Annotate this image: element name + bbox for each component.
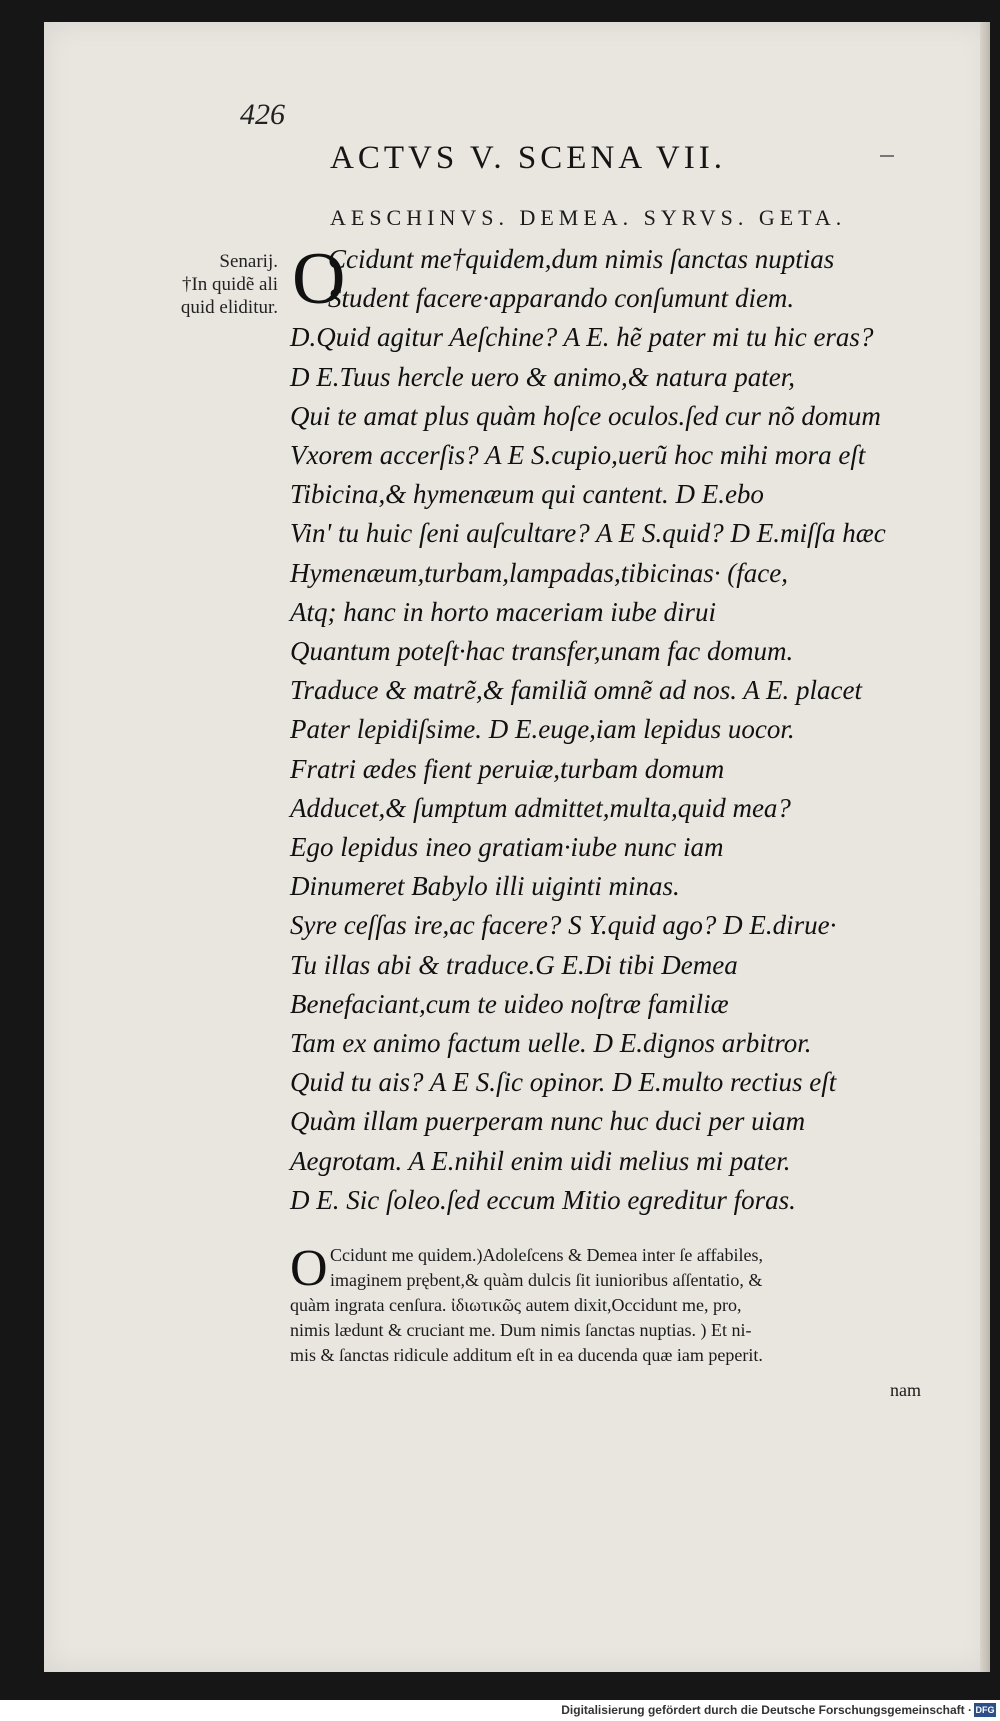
verse-line: Tibicina,& hymenæum qui cantent. D E.ebo — [290, 479, 764, 510]
verse-line: Aegrotam. A E.nihil enim uidi melius mi pater. — [290, 1145, 791, 1176]
verse-line: Tu illas abi & traduce.G E.Di tibi Demea — [290, 949, 738, 980]
dfg-logo-icon: DFG — [975, 1705, 995, 1715]
verse-line: Adducet,& ſumptum admittet,multa,quid mea? — [290, 792, 791, 823]
verse-line: Qui te amat plus quàm hoſce oculos.ſed cur nõ domum — [290, 400, 881, 431]
catchword: nam — [890, 1380, 921, 1400]
margin-note: quid eliditur. — [180, 297, 278, 318]
verse-line: Quantum poteſt∙hac transfer,unam fac domum. — [290, 636, 794, 667]
commentary-line: nimis lædunt & cruciant me. Dum nimis ſanctas nuptias. ) Et ni- — [290, 1320, 752, 1340]
verse-line: D.Quid agitur Aeſchine? A E. hẽ pater mi tu hic eras? — [290, 322, 874, 353]
verse-line: Traduce & matrẽ,& familiã omnẽ ad nos. A E. placet — [290, 675, 862, 706]
margin-note: Senarij. — [219, 251, 278, 272]
margin-note: †In quidẽ ali — [181, 274, 278, 295]
ornament-mark — [880, 155, 894, 157]
verse-line: Pater lepidiſsime. D E.euge,iam lepidus uocor. — [290, 714, 795, 745]
verse-line: Quàm illam puerperam nunc huc duci per uiam — [290, 1106, 806, 1137]
commentary-dropcap: O — [290, 1240, 328, 1297]
page-number: 426 — [240, 98, 285, 131]
verse-line: Vxorem accerſis? A E S.cupio,uerũ hoc mihi mora eſt — [290, 440, 866, 471]
commentary-line: mis & ſanctas ridicule additum eſt in ea ducenda quæ iam peperit. — [290, 1345, 763, 1365]
funding-credit: Digitalisierung gefördert durch die Deutsche Forschungsgemeinschaft · — [561, 1703, 972, 1717]
page-edge — [980, 22, 990, 1672]
verse-line: D E.Tuus hercle uero & animo,& natura pater, — [290, 361, 795, 392]
verse-line: Benefaciant,cum te uideo noſtræ familiæ — [290, 988, 729, 1019]
verse-line: Ego lepidus ineo gratiam∙iube nunc iam — [290, 832, 724, 863]
commentary-line: imaginem prębent,& quàm dulcis ſit iunioribus aſſentatio, & — [330, 1270, 763, 1290]
verse-line: Atq; hanc in horto maceriam iube dirui — [290, 596, 716, 627]
verse-line: Hymenæum,turbam,lampadas,tibicinas∙ (face, — [290, 557, 788, 588]
verse-line: Vin' tu huic ſeni auſcultare? A E S.quid? D E.miſſa hæc — [290, 518, 886, 549]
character-list: AESCHINVS. DEMEA. SYRVS. GETA. — [330, 205, 847, 230]
verse-line: Tam ex animo factum uelle. D E.dignos arbitror. — [290, 1028, 812, 1059]
margin-notes — [138, 250, 278, 319]
act-scene-title: ACTVS V. SCENA VII. — [330, 140, 726, 176]
commentary-line: quàm ingrata cenſura. ἰδιωτικῶς autem dixit,Occidunt me, pro, — [290, 1295, 742, 1315]
verse-line: Student facere∙apparando conſumunt diem. — [328, 283, 795, 314]
verse-line: Quid tu ais? A E S.ſic opinor. D E.multo rectius eſt — [290, 1067, 837, 1098]
verse-line: Syre ceſſas ire,ac facere? S Y.quid ago? D E.dirue∙ — [290, 910, 837, 941]
commentary-line: Ccidunt me quidem.)Adoleſcens & Demea inter ſe affabiles, — [330, 1245, 764, 1265]
verse-dropcap: O — [292, 238, 346, 320]
verse-line: Dinumeret Babylo illi uiginti minas. — [290, 871, 680, 902]
verse-line: Fratri ædes fient peruiæ,turbam domum — [290, 753, 725, 784]
verse-line: Ccidunt me†quidem,dum nimis ſanctas nuptias — [328, 244, 835, 274]
verse-text — [290, 240, 940, 1220]
commentary-text — [290, 1240, 930, 1368]
verse-line: D E. Sic ſoleo.ſed eccum Mitio egreditur foras. — [290, 1184, 796, 1215]
